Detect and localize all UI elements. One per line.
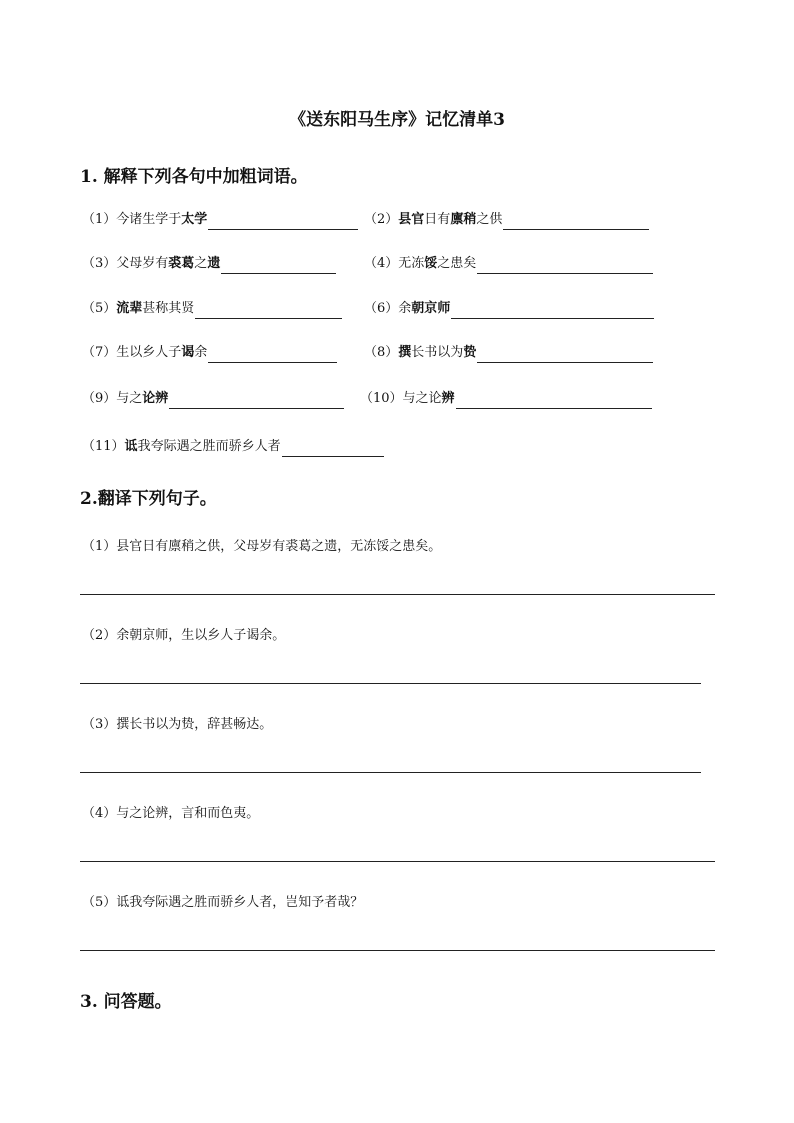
item-text: 日有 xyxy=(424,212,451,227)
item-text: 甚称其贤 xyxy=(142,301,195,316)
bold-keyword: 谒 xyxy=(181,345,195,360)
item-text: （4）无冻 xyxy=(364,256,425,271)
vocab-item-2 xyxy=(364,210,649,230)
vocab-item-10 xyxy=(360,389,652,409)
item-text: （8） xyxy=(364,345,399,360)
bold-keyword: 朝 xyxy=(411,301,425,316)
item-text: 我夸际遇之胜而骄乡人者 xyxy=(137,439,281,454)
bold-keyword: 流辈 xyxy=(116,301,143,316)
vocab-item-4 xyxy=(364,254,653,274)
translate-sentence-3: （3）撰长书以为贽，辞甚畅达。 xyxy=(82,717,273,732)
answer-blank[interactable] xyxy=(169,394,344,409)
item-text: （6）余 xyxy=(364,301,412,316)
section-2-heading: 2.翻译下列句子。 xyxy=(80,489,217,509)
bold-keyword: 廪稍 xyxy=(450,212,477,227)
bold-keyword: 诋 xyxy=(124,439,138,454)
bold-keyword: 太学 xyxy=(181,212,208,227)
item-text: 长书以为 xyxy=(411,345,464,360)
bold-keyword: 裘葛 xyxy=(168,256,195,271)
answer-blank[interactable] xyxy=(221,259,336,274)
bold-keyword: 馁 xyxy=(424,256,438,271)
item-text: （3）父母岁有 xyxy=(82,256,169,271)
answer-blank[interactable] xyxy=(477,348,653,363)
bold-keyword: 京 xyxy=(424,301,438,316)
bold-keyword: 撰 xyxy=(398,345,412,360)
vocab-item-11 xyxy=(82,437,384,457)
item-text: 余 xyxy=(194,345,208,360)
answer-line-4[interactable] xyxy=(80,861,715,862)
answer-blank[interactable] xyxy=(503,215,649,230)
vocab-item-6 xyxy=(364,299,654,319)
item-text: （7）生以乡人子 xyxy=(82,345,182,360)
translate-sentence-1: （1）县官日有廪稍之供，父母岁有裘葛之遗，无冻馁之患矣。 xyxy=(82,539,442,554)
translate-sentence-5: （5）诋我夸际遇之胜而骄乡人者，岂知予者哉？ xyxy=(82,895,364,910)
bold-keyword: 论辨 xyxy=(142,391,169,406)
answer-blank[interactable] xyxy=(208,348,337,363)
bold-keyword: 县官 xyxy=(398,212,425,227)
item-text: （2） xyxy=(364,212,399,227)
answer-line-3[interactable] xyxy=(80,772,701,773)
answer-blank[interactable] xyxy=(477,259,653,274)
vocab-item-5 xyxy=(82,299,342,319)
item-text: 之 xyxy=(194,256,208,271)
section-3-heading: 3. 问答题。 xyxy=(80,992,172,1012)
vocab-item-1 xyxy=(82,210,358,230)
translate-sentence-4: （4）与之论辨，言和而色夷。 xyxy=(82,806,260,821)
answer-blank[interactable] xyxy=(282,442,384,457)
vocab-item-9 xyxy=(82,389,344,409)
answer-line-5[interactable] xyxy=(80,950,715,951)
vocab-item-3 xyxy=(82,254,336,274)
vocab-item-7 xyxy=(82,343,337,363)
translate-sentence-2: （2）余朝京师，生以乡人子谒余。 xyxy=(82,628,286,643)
bold-keyword: 遗 xyxy=(207,256,221,271)
answer-line-2[interactable] xyxy=(80,683,701,684)
answer-line-1[interactable] xyxy=(80,594,715,595)
item-text: （5） xyxy=(82,301,117,316)
item-text: （10）与之论 xyxy=(360,391,442,406)
page-title: 《送东阳马生序》记忆清单3 xyxy=(289,110,505,130)
bold-keyword: 师 xyxy=(437,301,451,316)
bold-keyword: 辨 xyxy=(441,391,455,406)
section-1-heading: 1. 解释下列各句中加粗词语。 xyxy=(80,167,308,187)
item-text: （11） xyxy=(82,439,125,454)
item-text: （9）与之 xyxy=(82,391,143,406)
answer-blank[interactable] xyxy=(195,304,342,319)
answer-blank[interactable] xyxy=(456,394,652,409)
bold-keyword: 贽 xyxy=(463,345,477,360)
vocab-item-8 xyxy=(364,343,653,363)
item-text: 之患矣 xyxy=(437,256,477,271)
answer-blank[interactable] xyxy=(451,304,654,319)
item-text: （1）今诸生学于 xyxy=(82,212,182,227)
item-text: 之供 xyxy=(476,212,503,227)
answer-blank[interactable] xyxy=(208,215,358,230)
